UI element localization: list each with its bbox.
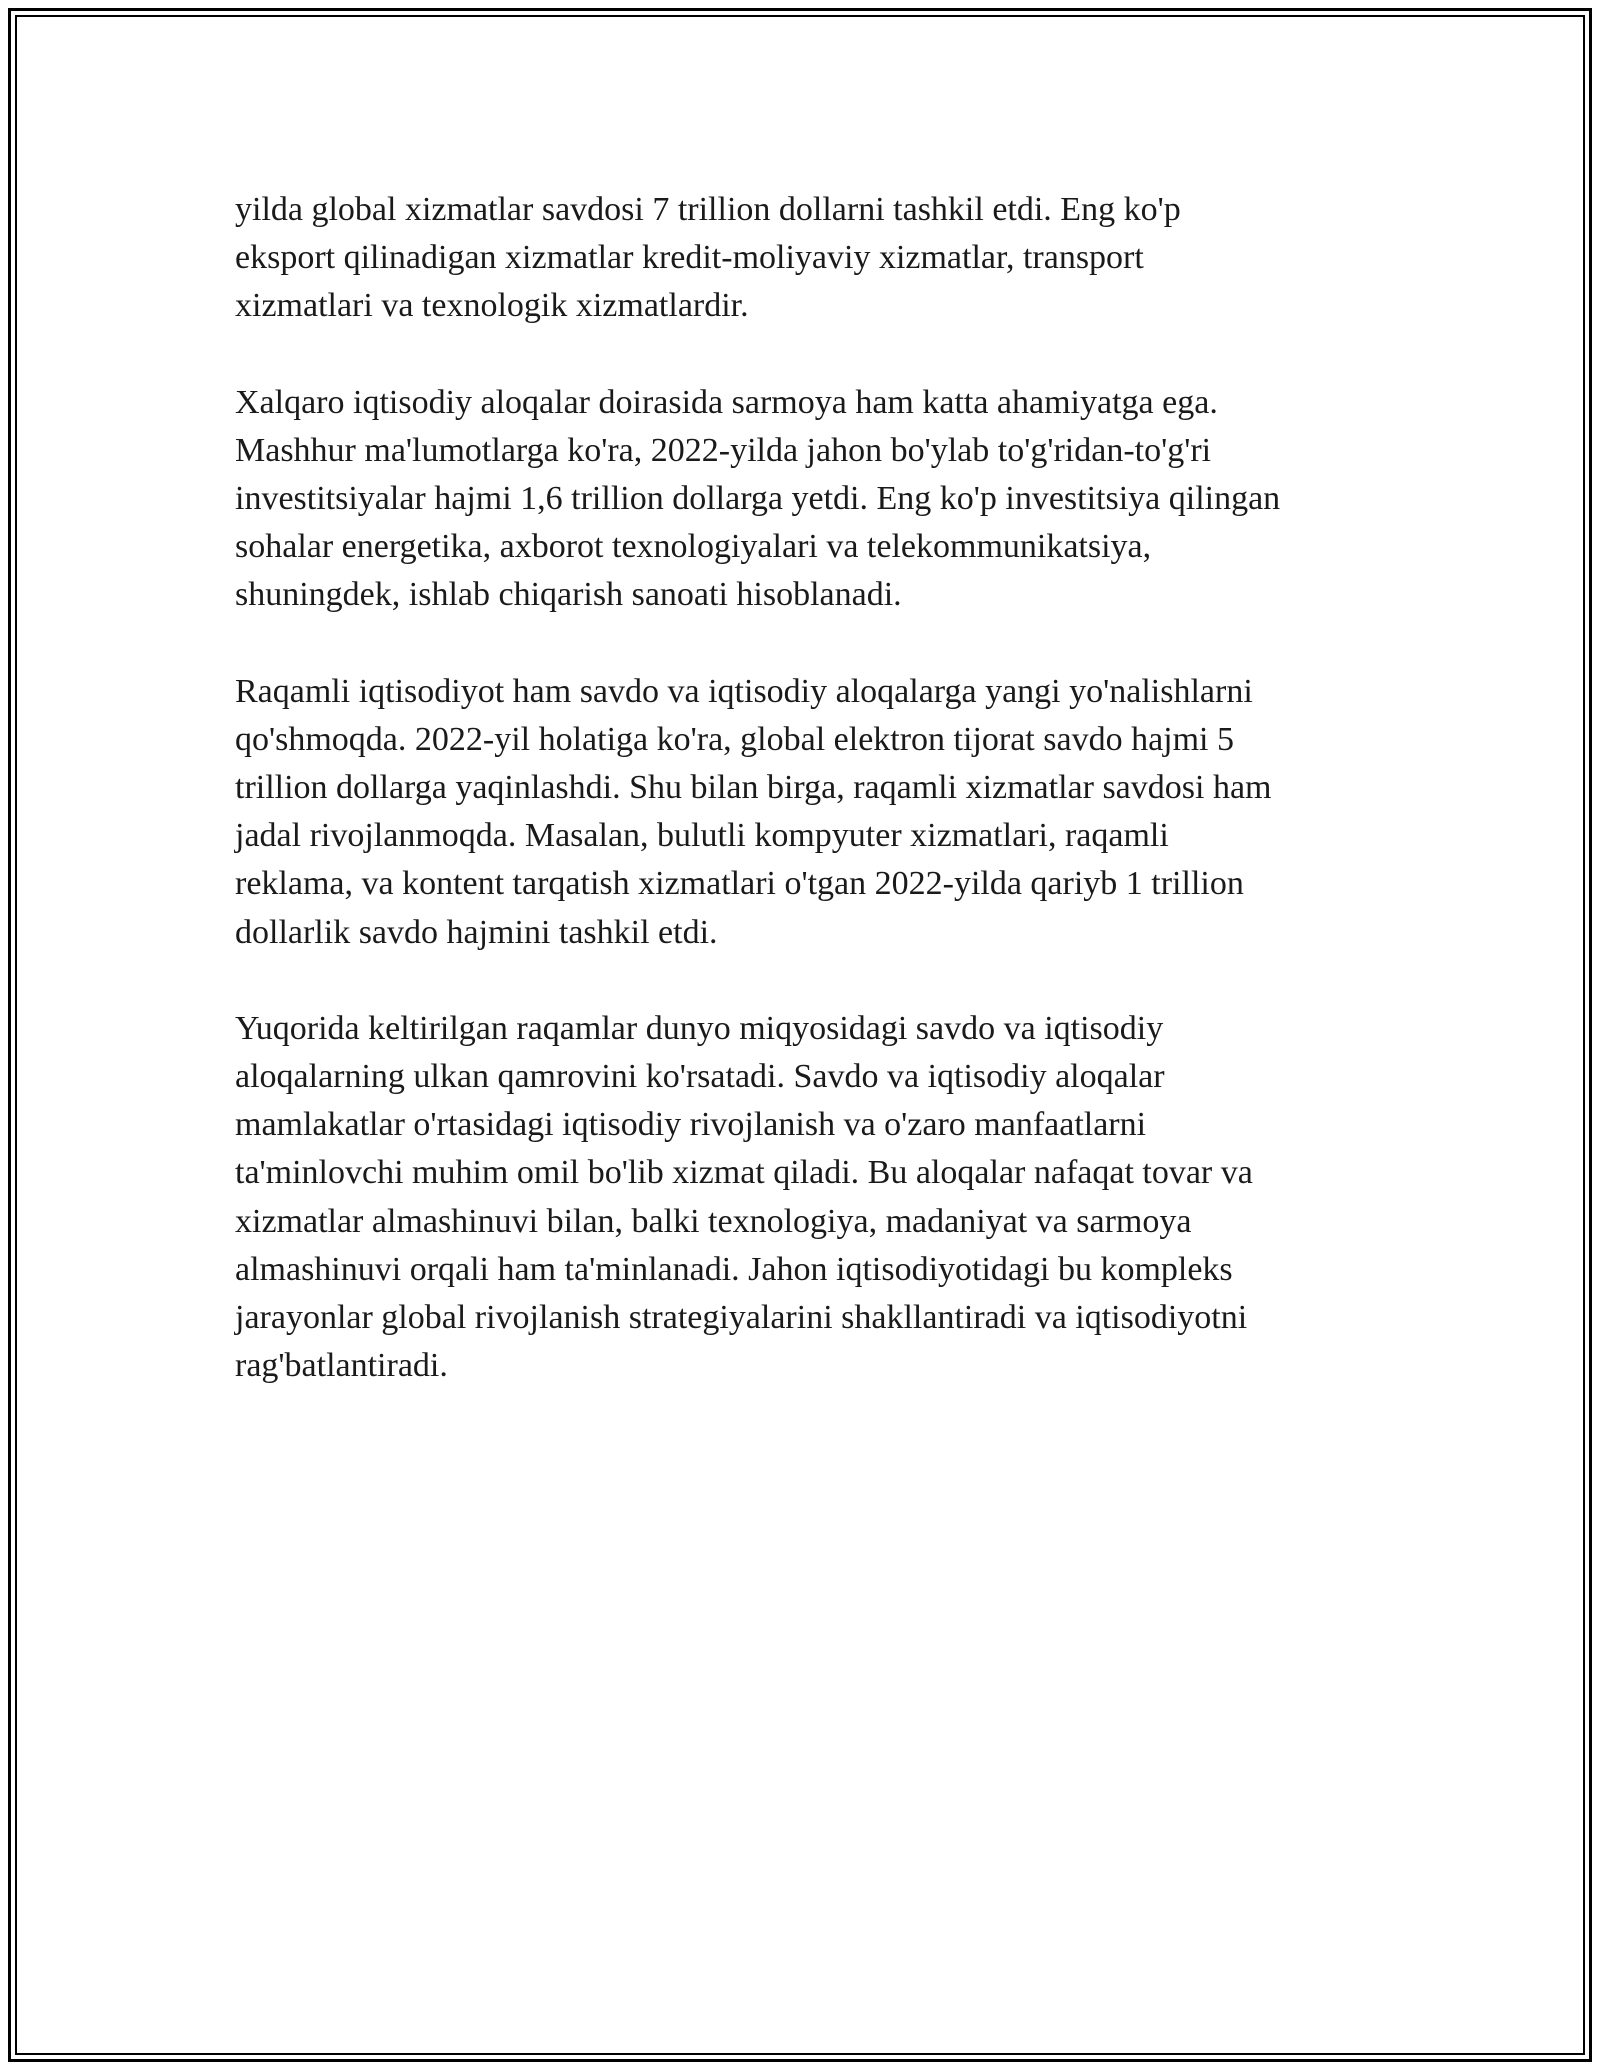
paragraph-4: Yuqorida keltirilgan raqamlar dunyo miqyosidagi savdo va iqtisodiy aloqalarning ulkan qamrovini ko'rsatadi. Savdo va iqtisodiy aloqalar mamlakatlar o'rtasidagi iqtisodiy rivojlanish va o'zaro manfaatlarni ta'minlovchi muhim omil bo'lib xizmat qiladi. Bu aloqalar nafaqat tovar va xizmatlar almashinuvi bilan, balki texnologiya, madaniyat va sarmoya almashinuvi orqali ham ta'minlanadi. Jahon iqtisodiyotidagi bu kompleks jarayonlar global rivojlanish strategiyalarini shakllantiradi va iqtisodiyotni rag'batlantiradi.	[235, 1009, 1253, 1385]
paragraph-1: yilda global xizmatlar savdosi 7 trillion dollarni tashkil etdi. Eng ko'p eksport qilinadigan xizmatlar kredit-moliyaviy xizmatlar, transport xizmatlari va texnologik xizmatlardir.	[235, 191, 1181, 325]
paragraph-3: Raqamli iqtisodiyot ham savdo va iqtisodiy aloqalarga yangi yo'nalishlarni qo'shmoqda. 2022-yil holatiga ko'ra, global elektron tijorat savdo hajmi 5 trillion dollarga yaqinlashdi. Shu bilan birga, raqamli xizmatlar savdosi ham jadal rivojlanmoqda. Masalan, bulutli kompyuter xizmatlari, raqamli reklama, va kontent tarqatish xizmatlari o'tgan 2022-yilda qariyb 1 trillion dollarlik savdo hajmini tashkil etdi.	[235, 672, 1272, 951]
paragraph-2: Xalqaro iqtisodiy aloqalar doirasida sarmoya ham katta ahamiyatga ega. Mashhur ma'lumotlarga ko'ra, 2022-yilda jahon bo'ylab to'g'ridan-to'g'ri investitsiyalar hajmi 1,6 trillion dollarga yetdi. Eng ko'p investitsiya qilingan sohalar energetika, axborot texnologiyalari va telekommunikatsiya, shuningdek, ishlab chiqarish sanoati hisoblanadi.	[235, 383, 1281, 614]
document-body	[235, 186, 1385, 1438]
